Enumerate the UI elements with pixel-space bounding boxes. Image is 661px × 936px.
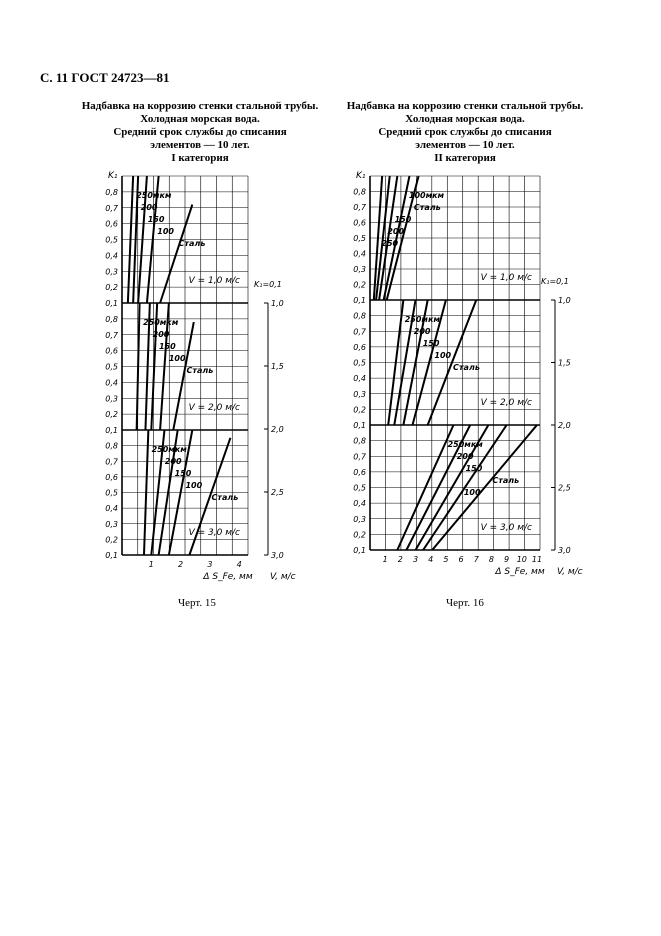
x-axis-title: Δ S_Fe, мм [495,567,545,577]
v-tick-label: 3,0 [271,551,284,560]
v-tick-label: 1,5 [271,362,284,371]
v-axis-title: V, м/с [270,572,296,582]
series-label: 150 [159,342,176,351]
y-tick-label: 0,8 [105,187,118,197]
y-axis-title: K₁ [108,171,118,181]
y-tick-label: 0,8 [353,311,366,321]
y-tick-label: 0,2 [105,283,118,293]
v-tick-label: 2,0 [271,425,284,434]
x-tick-label: 3 [207,560,213,569]
y-tick-label: 0,4 [105,378,118,388]
y-tick-label: 0,7 [105,457,118,467]
v-tick-label: 2,5 [558,483,571,493]
series-line [160,205,192,303]
series-label: 250мкм [404,315,440,324]
y-tick-label: 0,4 [105,504,118,514]
x-tick-label: 8 [488,555,494,564]
x-tick-label: 11 [531,555,543,564]
y-tick-label: 0,6 [353,467,366,477]
y-tick-label: 0,7 [353,327,366,337]
x-tick-label: 6 [458,555,464,564]
series-line [173,322,194,430]
x-tick-label: 2 [178,560,184,569]
series-label: 100 [185,481,203,490]
y-tick-label: 0,6 [105,219,118,229]
series-label: 150 [422,339,440,348]
series-label: 100 [157,227,174,236]
x-tick-label: 5 [443,555,449,564]
x-tick-label: 9 [504,555,510,564]
y-tick-label: 0,1 [105,551,118,560]
x-tick-label: 1 [382,555,388,564]
y-tick-label: 0,2 [105,535,118,545]
x-tick-label: 1 [148,560,154,569]
series-label: 150 [174,469,192,478]
chart-title-right: Надбавка на коррозию стенки стальной трубы. Холодная морская вода. Средний срок службы до списания элементов — 10 лет. II категория [346,100,584,164]
series-label: 250мкм [151,445,187,454]
y-tick-label: 0,5 [105,488,118,498]
series-label: 250мкм [447,440,483,449]
y-tick-label: 0,8 [105,314,118,324]
v-axis-title: V, м/с [557,567,583,577]
y-tick-label: 0,4 [353,499,366,509]
velocity-label: V = 1,0 м/с [480,273,532,283]
y-tick-label: 0,2 [353,280,366,290]
page-header: С. 11 ГОСТ 24723—81 [40,70,170,85]
series-label: 250мкм [136,191,172,200]
series-label: Сталь [453,363,480,372]
velocity-label: V = 2,0 м/с [480,398,532,408]
velocity-label: V = 3,0 м/с [188,528,240,538]
y-tick-label: 0,1 [353,421,366,430]
y-tick-label: 0,3 [353,265,366,274]
y-tick-label: 0,6 [105,346,118,356]
y-tick-label: 0,1 [353,546,366,555]
y-tick-label: 0,3 [105,519,118,529]
y-tick-label: 0,3 [105,394,118,404]
series-label: 100 [463,488,481,497]
y-tick-label: 0,7 [105,330,118,340]
velocity-label: V = 2,0 м/с [188,403,240,413]
caption-left: Черт. 15 [178,597,216,609]
y-tick-label: 0,8 [105,441,118,451]
series-label: Сталь [211,493,239,502]
series-label: Сталь [413,203,441,212]
y-tick-label: 0,8 [353,187,366,197]
x-tick-label: 7 [473,555,479,564]
series-label: 200 [387,227,405,236]
velocity-label: V = 1,0 м/с [188,276,240,286]
y-tick-label: 0,3 [353,389,366,399]
x-tick-label: 2 [397,555,403,564]
y-tick-label: 0,6 [105,472,118,482]
y-tick-label: 0,5 [105,235,118,245]
k-right-label: K₁=0,1 [541,277,569,286]
k-right-label: K₁=0,1 [254,280,282,289]
series-label: 200 [152,330,170,339]
series-label: Сталь [492,476,520,485]
y-tick-label: 0,8 [353,436,366,446]
series-label: Сталь [178,239,206,248]
y-tick-label: 0,7 [353,203,366,212]
caption-right: Черт. 16 [446,597,484,609]
v-tick-label: 3,0 [558,546,571,555]
series-label: 250 [381,239,399,248]
chart-title-left: Надбавка на коррозию стенки стальной трубы. Холодная морская вода. Средний срок службы до списания элементов — 10 лет. I категория [81,100,319,164]
series-label: 250мкм [143,318,179,327]
y-tick-label: 0,5 [353,483,366,493]
velocity-label: V = 3,0 м/с [480,523,532,533]
series-label: 200 [164,457,182,466]
series-label: 200 [413,327,431,336]
y-axis-title: K₁ [356,171,366,181]
y-tick-label: 0,6 [353,218,366,228]
y-tick-label: 0,2 [353,530,366,540]
series-label: 150 [394,215,412,224]
v-tick-label: 1,0 [558,296,571,305]
series-label: 100 [168,354,186,363]
series-label: Сталь [186,366,214,375]
v-tick-label: 2,0 [558,421,571,430]
v-tick-label: 1,0 [271,299,284,308]
v-tick-label: 1,5 [558,358,571,368]
v-tick-label: 2,5 [271,488,284,497]
series-label: 100мкм [408,191,445,200]
y-tick-label: 0,4 [353,249,366,259]
series-label: 150 [465,464,483,473]
series-label: 150 [147,215,165,224]
y-tick-label: 0,2 [105,410,118,420]
y-tick-label: 0,7 [353,452,366,462]
y-tick-label: 0,1 [105,426,118,435]
y-tick-label: 0,7 [105,203,118,213]
y-tick-label: 0,1 [353,296,366,305]
x-axis-title: Δ S_Fe, мм [203,572,253,582]
y-tick-label: 0,4 [353,374,366,384]
x-tick-label: 4 [236,560,242,569]
series-label: 200 [140,203,158,212]
y-tick-label: 0,3 [353,514,366,524]
series-label: 100 [434,351,452,360]
x-tick-label: 4 [428,555,434,564]
y-tick-label: 0,5 [353,358,366,368]
y-tick-label: 0,2 [353,405,366,415]
y-tick-label: 0,4 [105,251,118,261]
x-tick-label: 3 [412,555,419,564]
y-tick-label: 0,1 [105,299,118,308]
y-tick-label: 0,6 [353,342,366,352]
x-tick-label: 10 [516,555,527,564]
y-tick-label: 0,5 [105,362,118,372]
y-tick-label: 0,3 [105,267,118,277]
series-label: 200 [456,452,474,461]
y-tick-label: 0,5 [353,234,366,243]
